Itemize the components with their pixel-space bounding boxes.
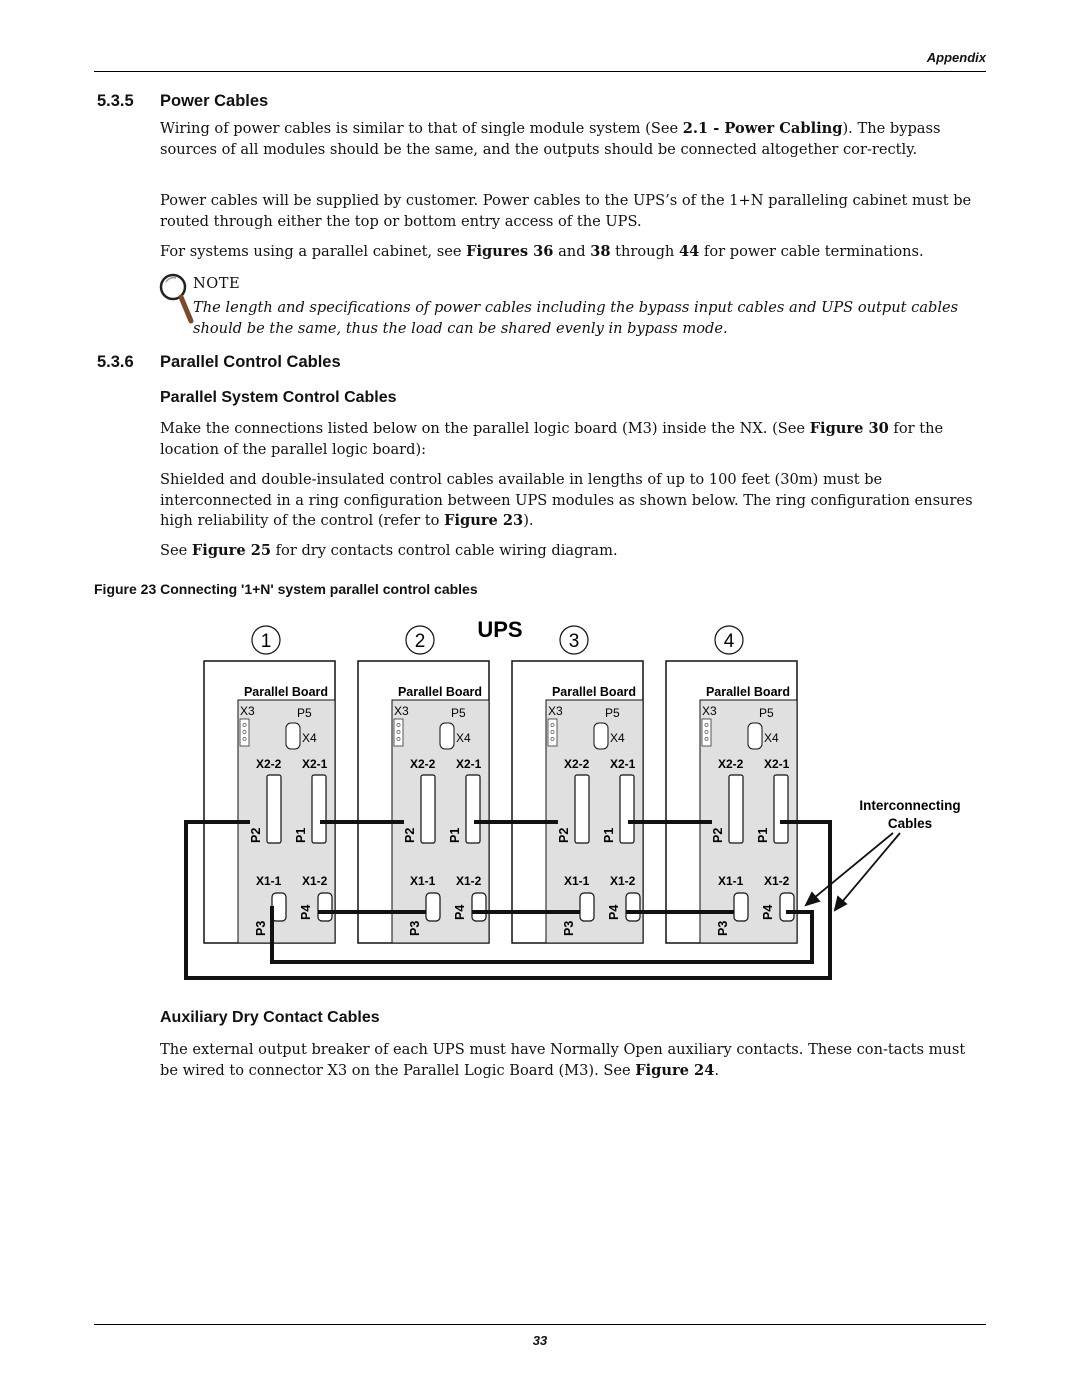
power-cables-paragraph-1: Wiring of power cables is similar to that of single module system (See 2.1 - Power Cabling). The bypass sources of all modules should be the same, and the outputs should be connected altogether cor-rectly. [160, 120, 941, 158]
p1-connector [774, 775, 788, 843]
p2-label: P2 [403, 827, 417, 843]
x3-label: X3 [548, 704, 563, 718]
x2-2-label: X2-2 [256, 757, 282, 771]
x3-connector [394, 719, 403, 746]
note-title: NOTE [193, 275, 241, 292]
p5-label: P5 [759, 706, 774, 720]
x3-connector [548, 719, 557, 746]
x2-1-label: X2-1 [302, 757, 328, 771]
subheading-parallel-system-control: Parallel System Control Cables [160, 389, 397, 406]
unit-number: 1 [260, 631, 272, 652]
p3-label: P3 [254, 920, 268, 936]
p1-label: P1 [756, 827, 770, 843]
unit-number: 2 [414, 631, 426, 652]
p2-connector [267, 775, 281, 843]
x2-2-label: X2-2 [718, 757, 744, 771]
p1-label: P1 [294, 827, 308, 843]
p1-label: P1 [602, 827, 616, 843]
section-title: Power Cables [160, 92, 269, 110]
section-heading-power-cables [97, 92, 268, 111]
parallel-control-paragraph-1: Make the connections listed below on the parallel logic board (M3) inside the NX. (See Figure 30 for the location of the parallel logic board): [160, 420, 944, 458]
x4-connector [594, 723, 608, 749]
p2-connector [575, 775, 589, 843]
x1-1-label: X1-1 [564, 874, 590, 888]
p1-connector [466, 775, 480, 843]
p4-connector [472, 893, 486, 921]
p3-label: P3 [716, 920, 730, 936]
x4-connector [748, 723, 762, 749]
unit-number: 3 [568, 631, 580, 652]
p4-label: P4 [453, 904, 467, 920]
x1-2-label: X1-2 [456, 874, 482, 888]
auxiliary-paragraph: The external output breaker of each UPS must have Normally Open auxiliary contacts. These con-tacts must be wired to connector X3 on the Parallel Logic Board (M3). See Figure 24. [160, 1041, 966, 1079]
p3-connector [734, 893, 748, 921]
p2-connector [729, 775, 743, 843]
parallel-control-paragraph-3: See Figure 25 for dry contacts control cable wiring diagram. [160, 542, 618, 559]
p1-label: P1 [448, 827, 462, 843]
ups-unit-group [204, 626, 797, 943]
power-cables-paragraph-3: For systems using a parallel cabinet, see Figures 36 and 38 through 44 for power cable terminations. [160, 243, 924, 260]
x2-2-label: X2-2 [410, 757, 436, 771]
parallel-board-label: Parallel Board [551, 685, 637, 699]
note-text: The length and specifications of power cables including the bypass input cables and UPS output cables should be the same, thus the load can be shared evenly in bypass mode. [193, 299, 959, 337]
header-rule [94, 71, 986, 72]
parallel-board-label: Parallel Board [397, 685, 483, 699]
x2-1-label: X2-1 [610, 757, 636, 771]
section-number: 5.3.5 [97, 92, 134, 110]
parallel-control-paragraph-2: Shielded and double-insulated control cables available in lengths of up to 100 feet (30m) must be interconnected in a ring configuration between UPS modules as shown below. The ring configuration ensures high reliability of the control (refer to Figure 23). [160, 471, 973, 529]
p3-label: P3 [408, 920, 422, 936]
subheading-auxiliary-dry-contact: Auxiliary Dry Contact Cables [160, 1009, 380, 1026]
callout-arrows [806, 833, 900, 910]
x3-connector [702, 719, 711, 746]
x1-2-label: X1-2 [302, 874, 328, 888]
p4-connector [626, 893, 640, 921]
p5-label: P5 [451, 706, 466, 720]
footer-rule [94, 1324, 986, 1325]
parallel-board-label: Parallel Board [243, 685, 329, 699]
x3-connector [240, 719, 249, 746]
x3-label: X3 [702, 704, 717, 718]
p5-label: P5 [605, 706, 620, 720]
x1-1-label: X1-1 [410, 874, 436, 888]
p3-connector [580, 893, 594, 921]
x2-1-label: X2-1 [764, 757, 790, 771]
x4-label: X4 [764, 731, 779, 745]
ups-unit-3 [512, 626, 643, 943]
x1-1-label: X1-1 [718, 874, 744, 888]
ups-unit-1 [204, 626, 335, 943]
p2-connector [421, 775, 435, 843]
x4-label: X4 [610, 731, 625, 745]
section-number: 5.3.6 [97, 353, 134, 371]
ups-unit-2 [358, 626, 489, 943]
p3-connector [272, 893, 286, 921]
p2-label: P2 [557, 827, 571, 843]
parallel-control-wiring-diagram [0, 600, 1080, 1000]
x4-label: X4 [302, 731, 317, 745]
parallel-board-label: Parallel Board [705, 685, 791, 699]
p3-label: P3 [562, 920, 576, 936]
section-heading-parallel-control [97, 353, 341, 372]
cables-label: Cables [887, 816, 933, 831]
x4-label: X4 [456, 731, 471, 745]
p3-connector [426, 893, 440, 921]
unit-number: 4 [723, 631, 735, 652]
x4-connector [440, 723, 454, 749]
x3-label: X3 [240, 704, 255, 718]
x4-connector [286, 723, 300, 749]
ups-label: UPS [477, 617, 523, 642]
running-header: Appendix [926, 50, 986, 65]
p5-label: P5 [297, 706, 312, 720]
magnifier-note-icon [156, 270, 198, 326]
x2-1-label: X2-1 [456, 757, 482, 771]
ups-unit-4 [666, 626, 797, 943]
x1-1-label: X1-1 [256, 874, 282, 888]
figure-caption: Figure 23 Connecting '1+N' system parallel control cables [94, 581, 478, 597]
section-title: Parallel Control Cables [160, 353, 341, 371]
p2-label: P2 [249, 827, 263, 843]
p4-connector [780, 893, 794, 921]
x3-label: X3 [394, 704, 409, 718]
power-cables-paragraph-2: Power cables will be supplied by customer. Power cables to the UPS’s of the 1+N paralleling cabinet must be routed through either the top or bottom entry access of the UPS. [160, 192, 972, 230]
p4-label: P4 [761, 904, 775, 920]
x1-2-label: X1-2 [764, 874, 790, 888]
p4-connector [318, 893, 332, 921]
x1-2-label: X1-2 [610, 874, 636, 888]
p2-label: P2 [711, 827, 725, 843]
interconnecting-label: Interconnecting [859, 798, 961, 813]
p4-label: P4 [607, 904, 621, 920]
p1-connector [312, 775, 326, 843]
p4-label: P4 [299, 904, 313, 920]
x2-2-label: X2-2 [564, 757, 590, 771]
cross-reference: 2.1 - Power Cabling [682, 120, 843, 137]
p1-connector [620, 775, 634, 843]
page-number: 33 [532, 1333, 548, 1348]
